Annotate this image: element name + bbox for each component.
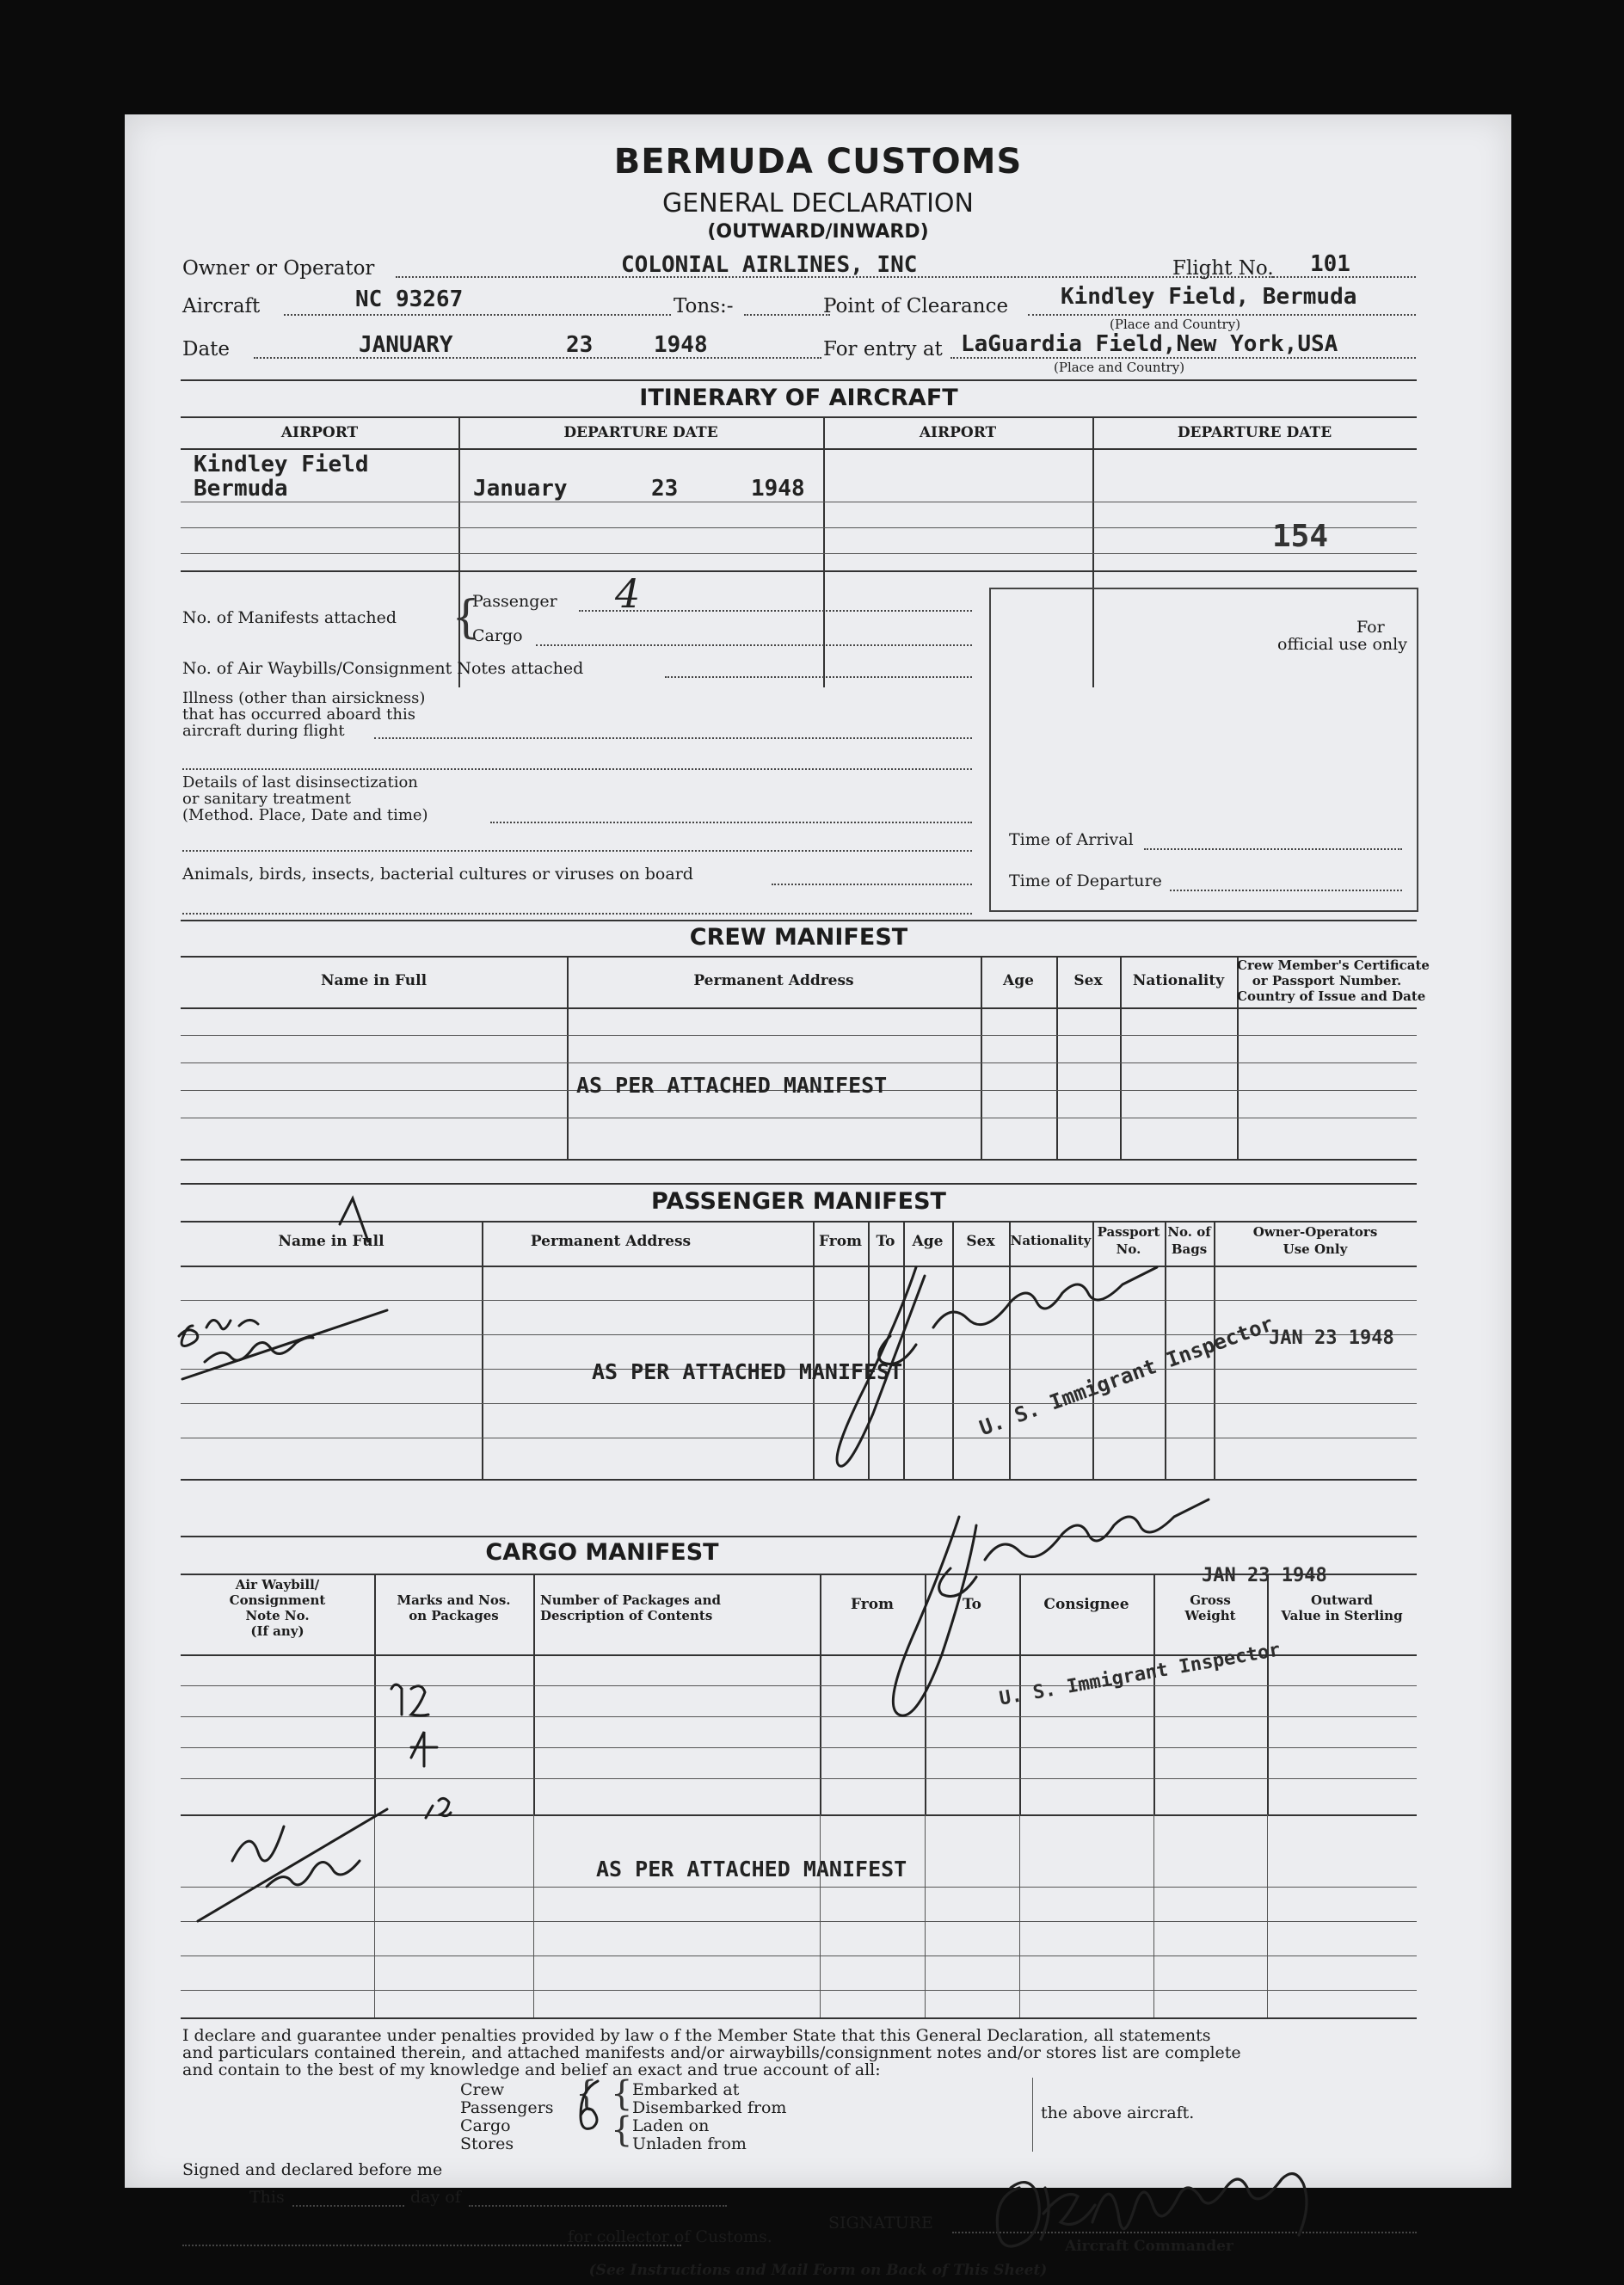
itin-airport-line-1: Kindley Field <box>194 452 369 477</box>
cargo-col-to: To <box>962 1596 982 1613</box>
illness-line-2: that has occurred aboard this <box>182 705 415 724</box>
decl-stores: Stores <box>460 2134 514 2153</box>
pax-col-age: Age <box>912 1233 944 1250</box>
illness-answer-line <box>374 737 972 739</box>
pax-col <box>482 1221 483 1479</box>
decl-bracket <box>1032 2078 1033 2152</box>
pax-title: PASSENGER MANIFEST <box>651 1188 946 1215</box>
itin-col-2 <box>823 416 825 687</box>
pax-handwritten-note <box>172 1181 447 1388</box>
tons-line <box>744 314 830 316</box>
decl-line-3: and contain to the best of my knowledge and belief an exact and true account of all: <box>182 2060 881 2079</box>
flight-value: 101 <box>1310 251 1350 277</box>
cargo-col-value-2: Value in Sterling <box>1281 1608 1403 1623</box>
form-direction: (OUTWARD/INWARD) <box>707 221 929 243</box>
illness-answer-line-2 <box>182 768 972 770</box>
pax-col-bags-2: Bags <box>1171 1241 1208 1257</box>
form-title: BERMUDA CUSTOMS <box>613 142 1023 182</box>
decl-line-1: I declare and guarantee under penalties provided by law o f the Member State that this General Declaration, all statements <box>182 2026 1211 2045</box>
manifests-label: No. of Manifests attached <box>182 608 397 627</box>
decl-disembarked: Disembarked from <box>632 2098 787 2117</box>
cargo-col-waybill-3: Note No. <box>245 1608 310 1623</box>
cargo-col-gross-1: Gross <box>1190 1592 1231 1608</box>
pax-col-name: Name in Full <box>278 1233 384 1250</box>
decl-brace-3: { <box>611 2110 633 2150</box>
pax-col-passport-2: No. <box>1116 1241 1141 1257</box>
cargo-col-ext <box>820 1814 821 2017</box>
decl-day-of-line <box>469 2205 727 2207</box>
cargo-inspector-signature <box>856 1491 1320 1818</box>
pax-col-passport-1: Passport <box>1097 1224 1160 1240</box>
cargo-col-gross-2: Weight <box>1184 1608 1236 1623</box>
itin-col-1 <box>458 416 460 687</box>
pax-col-owner-1: Owner-Operators <box>1252 1224 1378 1240</box>
pax-note: AS PER ATTACHED MANIFEST <box>592 1359 903 1384</box>
decl-commander: Aircraft Commander <box>1065 2238 1233 2255</box>
tons-label: Tons:- <box>674 295 734 317</box>
disinsect-answer-line <box>490 822 972 823</box>
decl-unladen: Unladen from <box>632 2134 747 2153</box>
crew-col-cert-2: or Passport Number. <box>1252 973 1402 989</box>
crew-row-rule <box>181 1062 1417 1063</box>
clearance-line <box>1028 314 1416 316</box>
decl-passengers: Passengers <box>460 2098 554 2117</box>
cargo-col-waybill-4: (If any) <box>250 1623 304 1639</box>
pax-col-to: To <box>876 1233 895 1250</box>
commander-signature <box>976 2153 1441 2282</box>
pax-col-from: From <box>818 1233 863 1250</box>
decl-brace-2: { <box>611 2074 633 2114</box>
flight-line <box>1273 276 1416 278</box>
decl-cargo: Cargo <box>460 2116 511 2135</box>
cargo-handwritten-note <box>181 1654 576 1938</box>
cargo-label: Cargo <box>472 626 523 645</box>
entry-label: For entry at <box>823 338 943 360</box>
owner-value: COLONIAL AIRLINES, INC <box>621 252 918 278</box>
pax-stamp-date: JAN 23 1948 <box>1269 1327 1394 1349</box>
cargo-stamp-date: JAN 23 1948 <box>1202 1565 1327 1586</box>
date-month: JANUARY <box>359 332 453 358</box>
cargo-row-rule <box>181 1955 1417 1956</box>
itin-col-departure-2: DEPARTURE DATE <box>1177 424 1332 441</box>
decl-this-label: This <box>249 2188 285 2207</box>
animals-label: Animals, birds, insects, bacterial cultures or viruses on board <box>182 865 693 884</box>
pax-col-address: Permanent Address <box>530 1233 692 1250</box>
disinsect-line-3: (Method. Place, Date and time) <box>182 806 428 824</box>
cargo-col-ext <box>1019 1814 1020 2017</box>
cargo-col-waybill-1: Air Waybill/ <box>235 1577 320 1592</box>
date-day: 23 <box>566 332 594 358</box>
cargo-col-packages-2: Description of Contents <box>540 1608 713 1623</box>
departure-label: Time of Departure <box>1009 872 1162 890</box>
date-year: 1948 <box>654 332 708 358</box>
pax-col-sex: Sex <box>966 1233 995 1250</box>
crew-row-rule <box>181 1007 1417 1009</box>
official-label-1: For <box>1356 618 1385 637</box>
cargo-col-ext <box>1153 1814 1154 2017</box>
crew-bottom-rule <box>181 1159 1417 1161</box>
illness-line-3: aircraft during flight <box>182 722 345 740</box>
cargo-col-ext <box>925 1814 926 2017</box>
official-label-2: official use only <box>1277 635 1407 654</box>
decl-embarked: Embarked at <box>632 2080 740 2099</box>
cargo-title: CARGO MANIFEST <box>485 1539 719 1566</box>
itin-bottom-rule <box>181 570 1417 572</box>
crew-col-cert-3: Country of Issue and Date <box>1237 989 1426 1004</box>
disinsect-answer-line-2 <box>182 850 972 852</box>
cargo-col-waybill-2: Consignment <box>229 1592 326 1608</box>
crew-col-sex: Sex <box>1073 972 1103 989</box>
decl-crew: Crew <box>460 2080 505 2099</box>
decl-line-2: and particulars contained therein, and attached manifests and/or airwaybills/consignment notes and/or stores list are complete <box>182 2043 1241 2062</box>
animals-answer-line <box>182 913 972 915</box>
form-subtitle: GENERAL DECLARATION <box>662 188 974 219</box>
itin-col-airport-1: AIRPORT <box>280 424 359 441</box>
clearance-value: Kindley Field, Bermuda <box>1061 284 1357 310</box>
entry-line <box>950 357 1416 359</box>
manifests-brace: { <box>452 592 481 644</box>
waybills-label: No. of Air Waybills/Consignment Notes attached <box>182 659 584 678</box>
flight-label: Flight No. <box>1172 257 1274 280</box>
decl-aircraft: the above aircraft. <box>1041 2103 1195 2122</box>
itin-dep-month: January <box>473 476 568 502</box>
crew-top-rule <box>181 920 1417 921</box>
aircraft-line <box>284 314 671 316</box>
crew-header-rule <box>181 956 1417 958</box>
date-line <box>254 357 821 359</box>
crew-col-age: Age <box>1003 972 1034 989</box>
clearance-caption: (Place and Country) <box>1110 317 1241 332</box>
itin-col-departure-1: DEPARTURE DATE <box>563 424 718 441</box>
crew-note: AS PER ATTACHED MANIFEST <box>576 1073 888 1098</box>
itinerary-title: ITINERARY OF AIRCRAFT <box>639 385 958 411</box>
itinerary-top-rule <box>181 379 1417 381</box>
decl-footer: (See Instructions and Mail Form on Back of This Sheet) <box>588 2262 1048 2279</box>
decl-tally-mark <box>563 2073 615 2150</box>
crew-row-rule <box>181 1035 1417 1036</box>
crew-col-cert-1: Crew Member's Certificate <box>1237 958 1430 973</box>
cargo-table-end-rule <box>181 2017 1417 2019</box>
decl-laden: Laden on <box>632 2116 710 2135</box>
cargo-col-from: From <box>850 1596 895 1613</box>
illness-line-1: Illness (other than airsickness) <box>182 689 426 707</box>
crew-col-nationality: Nationality <box>1132 972 1225 989</box>
decl-this-line <box>292 2205 404 2207</box>
cargo-immigration-stamp: U. S. Immigrant Inspector <box>998 1639 1283 1710</box>
passenger-label: Passenger <box>472 592 557 611</box>
cargo-line <box>536 644 972 646</box>
passenger-value: 4 <box>615 570 641 617</box>
waybills-line <box>665 676 972 678</box>
cargo-col-marks-1: Marks and Nos. <box>397 1592 511 1608</box>
disinsect-line-1: Details of last disinsectization <box>182 773 418 791</box>
decl-brace-1: { <box>575 2074 598 2114</box>
crew-title: CREW MANIFEST <box>689 924 908 951</box>
stamp-number: 154 <box>1272 519 1329 554</box>
itin-dep-day: 23 <box>651 476 679 502</box>
cargo-note: AS PER ATTACHED MANIFEST <box>596 1857 907 1882</box>
cargo-col-value-1: Outward <box>1311 1592 1373 1608</box>
cargo-col-consignee: Consignee <box>1043 1596 1129 1613</box>
arrival-line <box>1144 848 1402 850</box>
entry-value: LaGuardia Field,New York,USA <box>961 331 1338 357</box>
cargo-col-marks-2: on Packages <box>409 1608 499 1623</box>
itin-dep-year: 1948 <box>751 476 805 502</box>
disinsect-line-2: or sanitary treatment <box>182 790 351 808</box>
departure-line <box>1170 890 1402 891</box>
itin-row-rule <box>181 553 1417 554</box>
cargo-col-packages-1: Number of Packages and <box>540 1592 721 1608</box>
crew-col-address: Permanent Address <box>693 972 854 989</box>
itin-row-rule <box>181 448 1417 450</box>
decl-collector: for collector of Customs. <box>568 2227 772 2246</box>
aircraft-label: Aircraft <box>182 295 261 317</box>
entry-caption: (Place and Country) <box>1054 360 1185 375</box>
aircraft-value: NC 93267 <box>355 286 464 312</box>
date-label: Date <box>182 338 231 360</box>
itin-row-rule <box>181 527 1417 528</box>
owner-label: Owner or Operator <box>182 257 375 280</box>
pax-immigration-stamp: U. S. Immigrant Inspector <box>976 1311 1277 1441</box>
itin-col-airport-2: AIRPORT <box>919 424 997 441</box>
decl-signed-before: Signed and declared before me <box>182 2160 443 2179</box>
pax-col-nationality: Nationality <box>1010 1233 1092 1248</box>
cargo-col-ext <box>1267 1814 1268 2017</box>
decl-day-of: day of <box>410 2188 461 2207</box>
itin-airport-line-2: Bermuda <box>194 476 288 502</box>
clearance-label: Point of Clearance <box>823 295 1009 317</box>
arrival-label: Time of Arrival <box>1009 830 1134 849</box>
pax-col-bags-1: No. of <box>1167 1224 1211 1240</box>
crew-col-name: Name in Full <box>320 972 428 989</box>
declaration-sheet <box>125 114 1511 2279</box>
itinerary-header-rule <box>181 416 1417 418</box>
pax-col-owner-2: Use Only <box>1283 1241 1348 1257</box>
decl-signature-label: SIGNATURE <box>828 2214 933 2233</box>
cargo-row-rule <box>181 1990 1417 1991</box>
animals-line <box>772 884 972 885</box>
